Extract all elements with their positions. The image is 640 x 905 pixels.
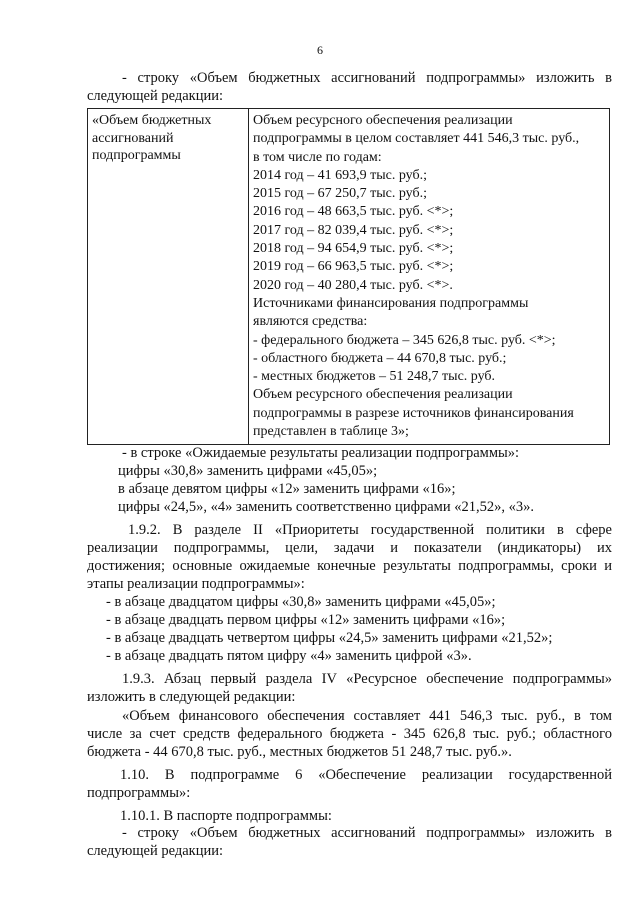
text-line: 1.9.3. Абзац первый раздела IV «Ресурсное обеспечение подпрограммы» — [122, 671, 612, 687]
text-line: подпрограммы»: — [87, 785, 191, 801]
intro-line-2: следующей редакции: — [87, 88, 224, 104]
text-line: 1.9.2. В разделе II «Приоритеты государственной политики в сфере — [128, 522, 612, 538]
text-line: 1.10.1. В паспорте подпрограммы: — [120, 808, 332, 824]
value-line: 2014 год – 41 693,9 тыс. руб.; — [253, 167, 427, 183]
table-value-cell — [249, 109, 610, 445]
text-line: изложить в следующей редакции: — [87, 689, 296, 705]
label-line: «Объем бюджетных — [92, 113, 212, 128]
value-line: являются средства: — [253, 314, 368, 330]
value-line: 2017 год – 82 039,4 тыс. руб. <*>; — [253, 222, 454, 238]
text-line: - в абзаце двадцать пятом цифру «4» заменить цифрой «3». — [106, 648, 472, 664]
text-line: реализации подпрограммы, цели, задачи и показатели (индикаторы) их — [87, 540, 612, 556]
text-line: 1.10. В подпрограмме 6 «Обеспечение реализации государственной — [120, 767, 612, 783]
value-line: подпрограммы в разрезе источников финансирования — [253, 405, 574, 421]
text-line: следующей редакции: — [87, 843, 224, 859]
intro-line-1: - строку «Объем бюджетных ассигнований подпрограммы» изложить в — [122, 70, 612, 86]
text-line: - строку «Объем бюджетных ассигнований подпрограммы» изложить в — [122, 825, 612, 841]
value-line: - областного бюджета – 44 670,8 тыс. руб.; — [253, 350, 507, 366]
value-line: Объем ресурсного обеспечения реализации — [253, 113, 513, 128]
text-line: цифры «30,8» заменить цифрами «45,05»; — [118, 463, 378, 479]
value-line: Объем ресурсного обеспечения реализации — [253, 387, 513, 403]
value-line: подпрограммы в целом составляет 441 546,3 тыс. руб., — [253, 131, 580, 147]
value-line: в том числе по годам: — [253, 149, 382, 165]
page-number: 6 — [317, 43, 323, 57]
value-line: 2018 год – 94 654,9 тыс. руб. <*>; — [253, 241, 454, 257]
table-label-cell — [88, 109, 249, 445]
text-line: - в абзаце двадцать первом цифры «12» заменить цифрами «16»; — [106, 612, 506, 628]
text-line: «Объем финансового обеспечения составляет 441 546,3 тыс. руб., в том — [122, 708, 612, 724]
value-line: - федерального бюджета – 345 626,8 тыс. руб. <*>; — [253, 332, 556, 348]
value-line: Источниками финансирования подпрограммы — [253, 295, 529, 311]
value-line: 2015 год – 67 250,7 тыс. руб.; — [253, 186, 427, 202]
value-line: представлен в таблице 3»; — [253, 424, 409, 440]
label-line: подпрограммы — [92, 148, 181, 163]
text-line: числе за счет средств федерального бюджета - 345 626,8 тыс. руб.; областного — [87, 726, 612, 742]
text-line: в абзаце девятом цифры «12» заменить цифрами «16»; — [118, 481, 456, 497]
subprogram-budget-table — [87, 108, 610, 445]
value-line: - местных бюджетов – 51 248,7 тыс. руб. — [253, 369, 496, 385]
text-line: цифры «24,5», «4» заменить соответственно цифрами «21,52», «3». — [118, 499, 534, 515]
text-line: достижения; основные ожидаемые конечные результаты подпрограммы, сроки и — [87, 558, 612, 574]
text-line: - в абзаце двадцатом цифры «30,8» заменить цифрами «45,05»; — [106, 594, 496, 610]
value-line: 2020 год – 40 280,4 тыс. руб. <*>. — [253, 277, 453, 293]
text-line: бюджета - 44 670,8 тыс. руб., местных бюджетов 51 248,7 тыс. руб.». — [87, 744, 512, 760]
text-line: - в абзаце двадцать четвертом цифры «24,5» заменить цифрами «21,52»; — [106, 630, 553, 646]
label-line: ассигнований — [92, 130, 174, 146]
text-line: - в строке «Ожидаемые результаты реализации подпрограммы»: — [122, 445, 520, 461]
text-line: этапы реализации подпрограммы»: — [87, 576, 305, 592]
value-line: 2016 год – 48 663,5 тыс. руб. <*>; — [253, 204, 454, 220]
value-line: 2019 год – 66 963,5 тыс. руб. <*>; — [253, 259, 454, 275]
